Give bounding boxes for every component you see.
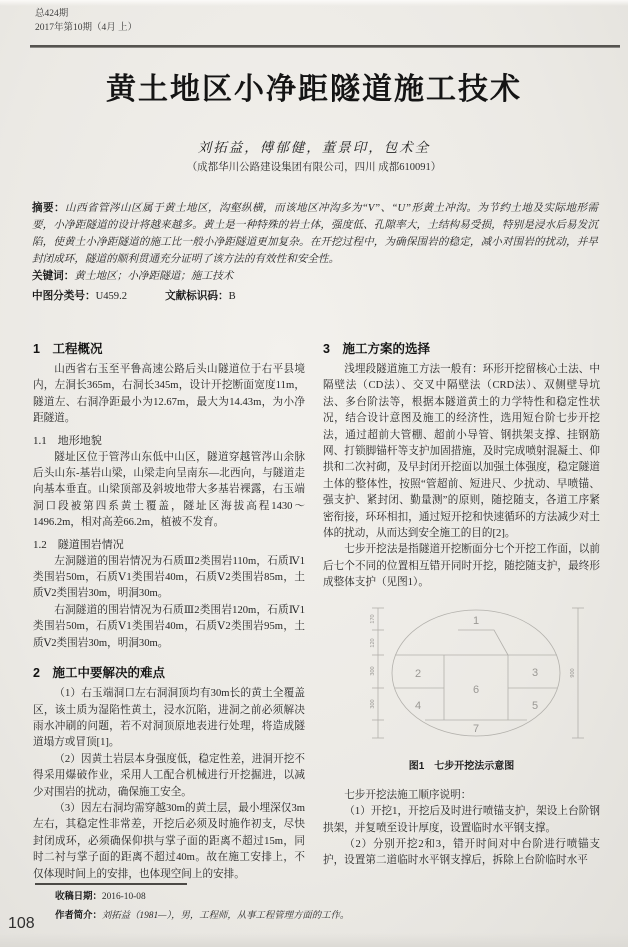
- author-bio-line: [33, 908, 363, 923]
- region-2-label: 2: [414, 667, 421, 680]
- region-7-label: 7: [472, 722, 479, 735]
- section-1-1-paragraph: 隧址区位于管涔山东低中山区，隧道穿越管涔山余脉后头山东-基岩山梁，山梁走向呈南东—北西向，与隧道走向基本垂直。山梁顶部及斜坡地带大多基岩裸露，右玉端洞口段被第四系黄土覆盖，隧址区海拔高程1430～1496.2m，相对高差66.2m，植被不发育。: [33, 451, 305, 529]
- abstract-block: [32, 200, 598, 305]
- section-1-heading: 1 工程概况: [33, 342, 103, 356]
- received-date-label: 收稿日期：: [55, 889, 102, 901]
- section-1-2-paragraph-right-tube: 右洞隧道的围岩情况为石质Ⅲ2类围岩120m，石质Ⅳ1类围岩50m，石质Ⅴ1类围岩40m，石质Ⅴ2类围岩95m，土质Ⅴ2类围岩30m，明洞30m。: [33, 604, 305, 649]
- section-2-heading: 2 施工中要解决的难点: [33, 666, 165, 681]
- dim-left-4: 300: [369, 699, 376, 709]
- section-3-paragraph-seven-step: 七步开挖法是指隧道开挖断面分七个开挖工作面，以前后七个不同的位置相互错开同时开挖，随挖随支护，最终形成整体支护（见图1）。: [323, 544, 600, 589]
- region-4-label: 4: [414, 699, 421, 712]
- abstract-text: 山西省管涔山区属于黄土地区，沟壑纵横，而该地区冲沟多为“V”、“U”形黄土冲沟。为节约土地及实际地形需要，小净距隧道的设计将越来越多。黄土是一种特殊的岩土体，强度低、孔隙率大，土结构易受损，特别是浸水后易发沉陷，使黄土小净距隧道的施工比一般小净距隧道更加复杂。在开挖过程中，为确保围岩的稳定，减小对围岩的扰动，并早封闭成环，隧道的顺利贯通充分证明了该方法的有效性和安全性。: [32, 203, 599, 265]
- step-2-paragraph: （2）分别开挖2和3，错开时间对中台阶进行喷锚支护，设置第二道临时水平钢支撑后，拆除上台阶临时水平: [323, 838, 600, 867]
- keywords-label: 关键词：: [32, 270, 75, 282]
- doc-code-label: 文献标识码：: [165, 290, 229, 302]
- region-1-label: 1: [472, 614, 479, 627]
- clc-value: U459.2: [95, 291, 128, 302]
- abstract-paragraph: [32, 200, 598, 268]
- keywords-line: [32, 268, 598, 285]
- section-1-1-heading: 1.1 地形地貌: [33, 434, 102, 447]
- author-affiliation: （成都华川公路建设集团有限公司，四川 成都610091）: [186, 162, 442, 173]
- header-divider: [30, 45, 620, 47]
- author-list: 刘拓益，傅郁健，董景印，包术全: [197, 140, 431, 155]
- section-2-item-3: （3）因左右洞均需穿越30m的黄土层，最小埋深仅3m左右，其稳定性非常差，开挖后必须及时施作初支，尽快封闭成环，必须确保仰拱与掌子面的距离不超过15m，同时二衬与掌子面的距离不超过40m。故在施工安排上，不仅体现时间上的安排，也体现空间上的安排。: [33, 802, 305, 880]
- region-6-label: 6: [472, 683, 479, 696]
- journal-issue-date: 2017年第10期（4月 上）: [35, 22, 138, 33]
- received-date-value: 2016-10-08: [101, 891, 146, 902]
- figure-1: [323, 600, 600, 772]
- footnote-divider: [35, 883, 187, 885]
- page-title: 黄土地区小净距隧道施工技术: [106, 73, 522, 106]
- journal-issue-number: 总424期: [35, 9, 69, 19]
- clc-label: 中图分类号：: [32, 290, 96, 302]
- right-column: [323, 339, 600, 907]
- footnote-block: [33, 883, 363, 923]
- author-bio-text: 刘拓益（1981—），男，工程师，从事工程管理方面的工作。: [101, 910, 350, 921]
- journal-header: [35, 8, 137, 35]
- steps-intro: 七步开挖法施工顺序说明：: [344, 789, 472, 801]
- dim-left-1: 170: [369, 614, 376, 624]
- section-1-paragraph: 山西省右玉至平鲁高速公路后头山隧道位于右平县境内，左洞长365m，右洞长345m，设计开挖断面宽度11m，隧道左、右洞净距最小为12.67m，最大为14.43m，为小净距隧道。: [33, 364, 305, 425]
- author-bio-label: 作者简介：: [55, 908, 102, 920]
- dim-left-3: 300: [369, 666, 376, 676]
- section-2-item-1: （1）右玉端洞口左右洞洞顶均有30m长的黄土全覆盖区，该土质为湿陷性黄土，浸水沉陷，进洞之前必须解决雨水冲刷的问题，若不对洞顶原地表进行处理，将造成隧道塌方或冒顶[1]。: [33, 688, 305, 749]
- received-date-line: [33, 889, 363, 904]
- dim-left-2: 120: [369, 638, 376, 648]
- abstract-label: 摘要：: [32, 202, 65, 214]
- left-column: [33, 339, 305, 883]
- page-number: 108: [8, 915, 35, 932]
- section-1-2-heading: 1.2 隧道围岩情况: [33, 538, 124, 551]
- section-3-paragraph-methods: 浅埋段隧道施工方法一般有：环形开挖留核心土法、中隔壁法（CD法）、交叉中隔壁法（CRD法）、双侧壁导坑法、多台阶法等，根据本隧道黄土的力学特性和稳定性状况，结合设计意图及施工的经济性，选用短台阶七步开挖法，通过超前大管棚、超前小导管、钢拱架支撑、挂钢筋网、打锁脚锚杆等支护加固措施，及时完成喷射混凝土、仰拱和二次衬砌，及早封闭开挖面以加强土体强度，稳定隧道土体的整体性，按照“管超前、短进尺、少扰动、早喷锚、强支护、紧封闭、勤量测”的原则，随挖随支，各道工序紧密衔接，环环相扣，通过短开挖和快速循环的方法减少对土体的扰动，从而达到安全施工的目的[2]。: [323, 364, 600, 540]
- step-1-paragraph: （1）开挖1，开挖后及时进行喷锚支护，架设上台阶钢拱架，并复喷至设计厚度，设置临时水平钢支撑。: [323, 806, 600, 834]
- region-3-label: 3: [531, 666, 538, 679]
- figure-1-caption: 图1 七步开挖法示意图: [408, 760, 515, 772]
- region-5-label: 5: [531, 699, 538, 712]
- tunnel-cross-section-diagram: [326, 600, 598, 752]
- dim-right: 900: [569, 668, 576, 678]
- classification-line: [32, 288, 598, 305]
- section-1-2-paragraph-left-tube: 左洞隧道的围岩情况为石质Ⅲ2类围岩110m，石质Ⅳ1类围岩50m，石质Ⅴ1类围岩40m，石质Ⅴ2类围岩85m，土质Ⅴ2类围岩30m，明洞30m。: [33, 555, 305, 600]
- scan-edge-shadow: [0, 933, 628, 947]
- section-2-item-2: （2）因黄土岩层本身强度低，稳定性差，进洞开挖不得采用爆破作业，采用人工配合机械进行开挖掘进，以减少对围岩的扰动，确保施工安全。: [33, 753, 305, 798]
- keywords-text: 黄土地区；小净距隧道；施工技术: [74, 271, 234, 282]
- doc-code-value: B: [228, 291, 236, 302]
- scan-edge-highlight: [0, 0, 628, 6]
- section-3-heading: 3 施工方案的选择: [323, 342, 430, 356]
